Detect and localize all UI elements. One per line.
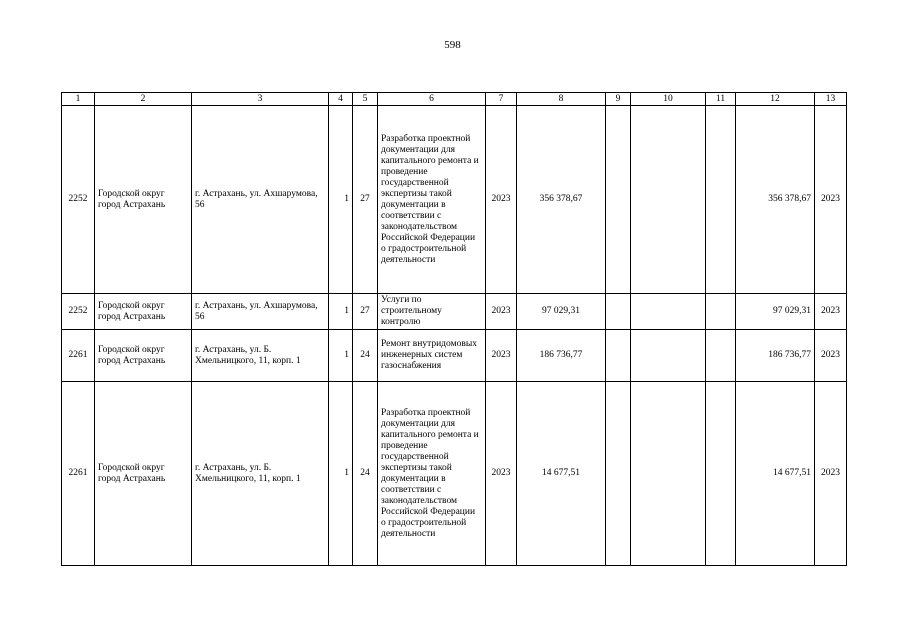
header-cell: 7 xyxy=(486,93,517,106)
work-cell: Ремонт внутридомовых инженерных систем газоснабжения xyxy=(378,330,486,382)
year13-cell: 2023 xyxy=(815,106,847,294)
col4-cell: 1 xyxy=(329,382,353,566)
col5-cell: 24 xyxy=(353,382,378,566)
row-id: 2252 xyxy=(62,294,95,330)
col5-cell: 27 xyxy=(353,106,378,294)
amount-cell: 186 736,77 xyxy=(517,330,606,382)
header-cell: 11 xyxy=(706,93,736,106)
header-cell: 12 xyxy=(736,93,815,106)
header-cell: 3 xyxy=(192,93,329,106)
municipality-cell: Городской округ город Астрахань xyxy=(95,294,192,330)
amount-cell: 356 378,67 xyxy=(517,106,606,294)
amount-cell: 14 677,51 xyxy=(517,382,606,566)
amount12-cell: 14 677,51 xyxy=(736,382,815,566)
col11-cell xyxy=(706,382,736,566)
year13-cell: 2023 xyxy=(815,382,847,566)
page-number: 598 xyxy=(444,39,461,51)
col4-cell: 1 xyxy=(329,106,353,294)
col10-cell xyxy=(631,382,706,566)
amount12-cell: 97 029,31 xyxy=(736,294,815,330)
header-cell: 5 xyxy=(353,93,378,106)
col10-cell xyxy=(631,106,706,294)
col10-cell xyxy=(631,294,706,330)
col9-cell xyxy=(606,106,631,294)
work-cell: Разработка проектной документации для капитального ремонта и проведение государственной экспертизы такой документации в соответствии с законодательством Российской Федерации о градостроительной деятельности xyxy=(378,106,486,294)
row-id: 2252 xyxy=(62,106,95,294)
row-id: 2261 xyxy=(62,382,95,566)
registry-table xyxy=(61,92,847,566)
col4-cell: 1 xyxy=(329,294,353,330)
year-cell: 2023 xyxy=(486,382,517,566)
year-cell: 2023 xyxy=(486,294,517,330)
row-id: 2261 xyxy=(62,330,95,382)
header-row xyxy=(62,93,847,106)
col11-cell xyxy=(706,330,736,382)
address-cell: г. Астрахань, ул. Б. Хмельницкого, 11, корп. 1 xyxy=(192,382,329,566)
col11-cell xyxy=(706,294,736,330)
year-cell: 2023 xyxy=(486,106,517,294)
address-cell: г. Астрахань, ул. Ахшарумова, 56 xyxy=(192,106,329,294)
year13-cell: 2023 xyxy=(815,330,847,382)
year-cell: 2023 xyxy=(486,330,517,382)
header-cell: 4 xyxy=(329,93,353,106)
col9-cell xyxy=(606,330,631,382)
header-cell: 13 xyxy=(815,93,847,106)
col9-cell xyxy=(606,382,631,566)
work-cell: Разработка проектной документации для капитального ремонта и проведение государственной экспертизы такой документации в соответствии с законодательством Российской Федерации о градостроительной деятельности xyxy=(378,382,486,566)
header-cell: 2 xyxy=(95,93,192,106)
header-cell: 9 xyxy=(606,93,631,106)
address-cell: г. Астрахань, ул. Б. Хмельницкого, 11, корп. 1 xyxy=(192,330,329,382)
col11-cell xyxy=(706,106,736,294)
header-cell: 1 xyxy=(62,93,95,106)
col9-cell xyxy=(606,294,631,330)
table-row xyxy=(62,330,847,382)
amount12-cell: 356 378,67 xyxy=(736,106,815,294)
col4-cell: 1 xyxy=(329,330,353,382)
col10-cell xyxy=(631,330,706,382)
municipality-cell: Городской округ город Астрахань xyxy=(95,382,192,566)
col5-cell: 24 xyxy=(353,330,378,382)
amount-cell: 97 029,31 xyxy=(517,294,606,330)
address-cell: г. Астрахань, ул. Ахшарумова, 56 xyxy=(192,294,329,330)
year13-cell: 2023 xyxy=(815,294,847,330)
header-cell: 10 xyxy=(631,93,706,106)
municipality-cell: Городской округ город Астрахань xyxy=(95,330,192,382)
header-cell: 6 xyxy=(378,93,486,106)
header-cell: 8 xyxy=(517,93,606,106)
table-row xyxy=(62,294,847,330)
municipality-cell: Городской округ город Астрахань xyxy=(95,106,192,294)
table-row xyxy=(62,106,847,294)
amount12-cell: 186 736,77 xyxy=(736,330,815,382)
col5-cell: 27 xyxy=(353,294,378,330)
work-cell: Услуги по строительному контролю xyxy=(378,294,486,330)
table-row xyxy=(62,382,847,566)
